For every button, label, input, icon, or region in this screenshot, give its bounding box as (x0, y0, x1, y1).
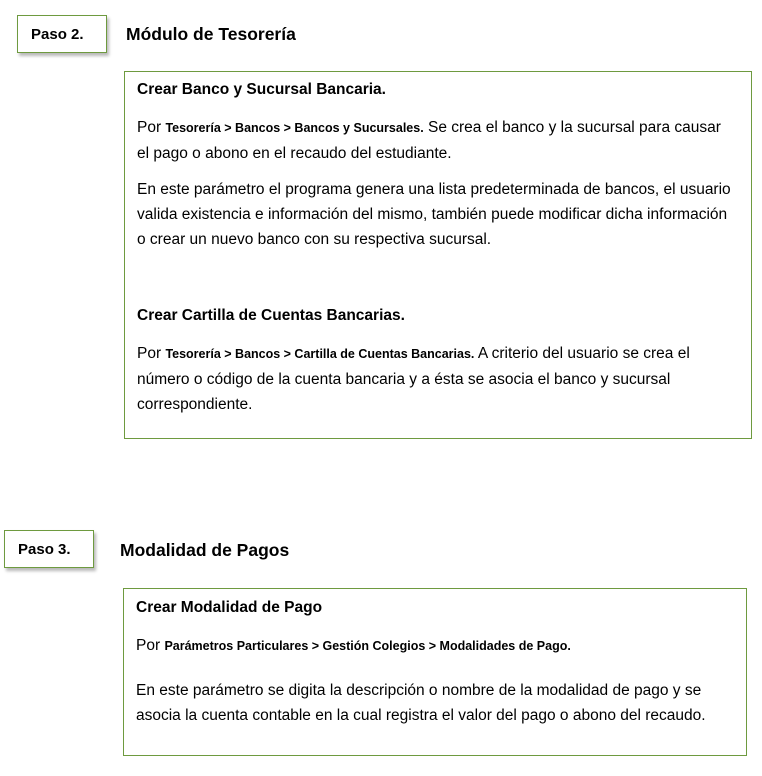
modalidad-box (123, 588, 747, 756)
crear-modalidad-heading: Crear Modalidad de Pago (136, 599, 323, 616)
cartilla-intro (137, 341, 737, 417)
step-3-badge (4, 530, 94, 568)
crear-banco-heading: Crear Banco y Sucursal Bancaria. (137, 81, 386, 98)
intro-prefix: Por (136, 637, 165, 654)
crear-banco-intro (137, 115, 737, 166)
cartilla-heading: Crear Cartilla de Cuentas Bancarias. (137, 307, 405, 324)
crear-modalidad-intro (136, 633, 736, 659)
intro-text: A criterio del usuario se crea el número o código de la cuenta bancaria y a ésta se asocia el banco y sucursal correspondiente. (137, 345, 690, 413)
menu-path: Tesorería > Bancos > Cartilla de Cuentas Bancarias. (165, 347, 475, 361)
intro-prefix: Por (137, 345, 166, 362)
menu-path: Tesorería > Bancos > Bancos y Sucursales. (165, 121, 424, 135)
step-3-title: Modalidad de Pagos (120, 540, 290, 560)
intro-prefix: Por (137, 119, 166, 136)
menu-path: Parámetros Particulares > Gestión Colegios > Modalidades de Pago. (164, 639, 571, 653)
step-2-badge (17, 15, 107, 53)
intro-text: Se crea el banco y la sucursal para causar el pago o abono en el recaudo del estudiante. (137, 119, 721, 162)
crear-modalidad-body: En este parámetro se digita la descripción o nombre de la modalidad de pago y se asocia la cuenta contable en la cual registra el valor del pago o abono del recaudo. (136, 682, 706, 724)
step-2-title: Módulo de Tesorería (126, 24, 296, 44)
crear-banco-body: En este parámetro el programa genera una lista predeterminada de bancos, el usuario valida existencia e información del mismo, también puede modificar dicha información o crear un nuevo banco con su respectiva sucursal. (137, 181, 731, 248)
step-2-badge-label: Paso 2. (31, 25, 84, 43)
tesoreria-box (124, 71, 752, 439)
step-3-badge-label: Paso 3. (18, 540, 71, 558)
